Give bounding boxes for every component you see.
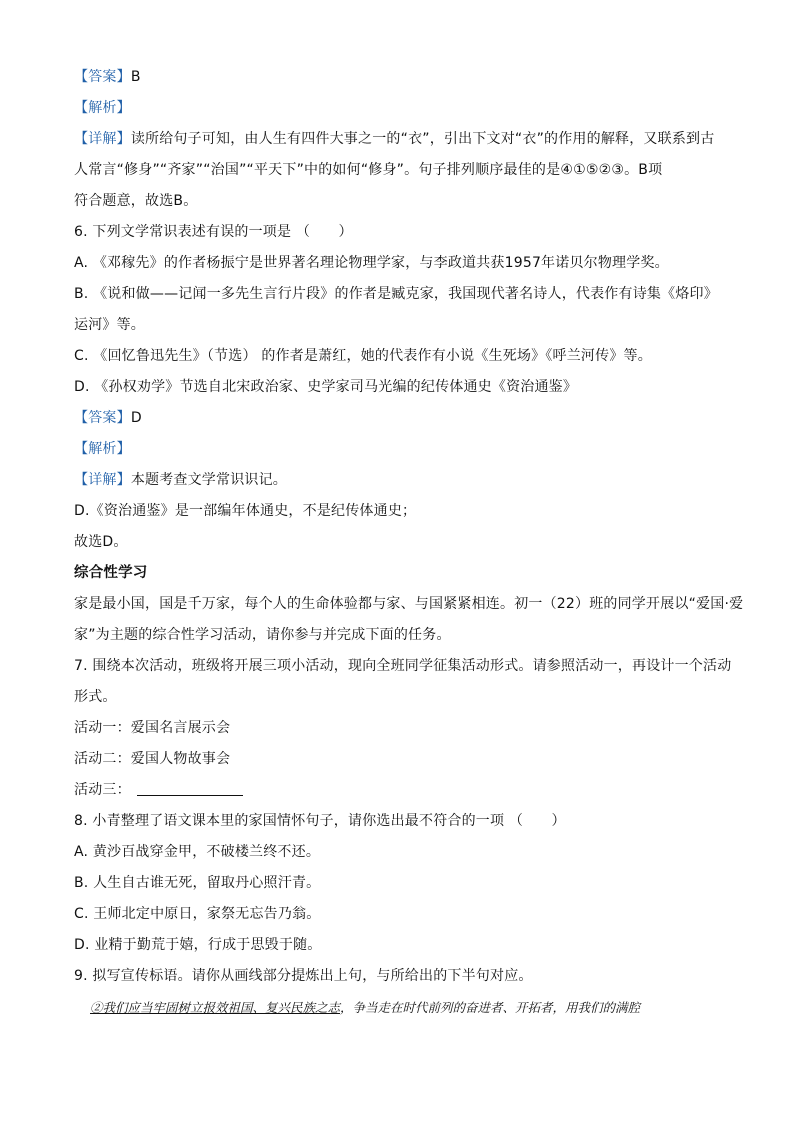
question-8-option-d: D. 业精于勤荒于嬉，行成于思毁于随。 bbox=[74, 937, 322, 953]
section-intro-1: 家是最小国，国是千万家，每个人的生命体验都与家、与国紧紧相连。初一（22）班的同学开展以“爱国·爱 bbox=[74, 596, 744, 612]
question-7-stem: 7. 围绕本次活动，班级将开展三项小活动，现向全班同学征集活动形式。请参照活动一，再设计一个活动 bbox=[74, 658, 732, 674]
answer-value: D bbox=[130, 410, 142, 426]
conclusion-line: 故选D。 bbox=[74, 534, 128, 550]
question-9-stem: 9. 拟写宣传标语。请你从画线部分提炼出上句，与所给出的下半句对应。 bbox=[74, 968, 533, 984]
question-7-stem-cont: 形式。 bbox=[74, 689, 117, 705]
detail-line bbox=[74, 465, 724, 496]
question-6-option-b-cont: 运河》等。 bbox=[74, 317, 145, 333]
answer-line bbox=[74, 62, 724, 93]
document-page bbox=[74, 62, 744, 1023]
excerpt-rest: ，争当走在时代前列的奋进者、开拓者，用我们的满腔 bbox=[340, 1000, 641, 1015]
analysis-tag: 【解析】 bbox=[74, 441, 131, 457]
answer-blank[interactable] bbox=[137, 781, 243, 796]
detail-tag: 【详解】 bbox=[74, 472, 131, 488]
answer-line bbox=[74, 403, 724, 434]
answer-tag: 【答案】 bbox=[74, 69, 131, 85]
detail-text: 本题考查文学常识识记。 bbox=[130, 472, 288, 488]
question-6-stem: 6. 下列文学常识表述有误的一项是 （ ） bbox=[74, 224, 353, 240]
detail-line-3: 符合题意，故选B。 bbox=[74, 193, 198, 209]
activity-1: 活动一：爱国名言展示会 bbox=[74, 720, 231, 736]
activity-3 bbox=[74, 775, 724, 806]
question-6-option-c: C. 《回忆鲁迅先生》（节选） 的作者是萧红，她的代表作有小说《生死场》《呼兰河传》等。 bbox=[74, 348, 652, 364]
detail-tag: 【详解】 bbox=[74, 131, 131, 147]
detail-line bbox=[74, 124, 724, 155]
question-8-option-a: A. 黄沙百战穿金甲，不破楼兰终不还。 bbox=[74, 844, 321, 860]
analysis-tag: 【解析】 bbox=[74, 100, 131, 116]
question-8-option-b: B. 人生自古谁无死，留取丹心照汗青。 bbox=[74, 875, 321, 891]
explanation-line: D.《资治通鉴》是一部编年体通史，不是纪传体通史； bbox=[74, 503, 417, 519]
activity-3-label: 活动三： bbox=[74, 782, 131, 798]
activity-2: 活动二：爱国人物故事会 bbox=[74, 751, 231, 767]
question-6-option-b: B. 《说和做——记闻一多先生言行片段》的作者是臧克家，我国现代著名诗人，代表作有诗集《烙印》 bbox=[74, 286, 718, 302]
detail-line-2: 人常言“修身”“齐家”“治国”“平天下”中的如何“修身”。句子排列顺序最佳的是④①⑤②③。B项 bbox=[74, 162, 663, 178]
question-6-option-a: A. 《邓稼先》的作者杨振宁是世界著名理论物理学家，与李政道共获1957年诺贝尔物理学奖。 bbox=[74, 255, 669, 271]
section-heading: 综合性学习 bbox=[74, 565, 148, 581]
excerpt-underlined: ②我们应当牢固树立报效祖国、复兴民族之志 bbox=[90, 1000, 341, 1015]
question-8-option-c: C. 王师北定中原日，家祭无忘告乃翁。 bbox=[74, 906, 321, 922]
detail-text: 读所给句子可知，由人生有四件大事之一的“衣”，引出下文对“衣”的作用的解释，又联系到古 bbox=[130, 131, 715, 147]
question-6-option-d: D. 《孙权劝学》节选自北宋政治家、史学家司马光编的纪传体通史《资治通鉴》 bbox=[74, 379, 578, 395]
question-9-excerpt bbox=[90, 992, 724, 1023]
answer-value: B bbox=[130, 69, 141, 85]
answer-tag: 【答案】 bbox=[74, 410, 131, 426]
question-8-stem: 8. 小青整理了语文课本里的家国情怀句子，请你选出最不符合的一项 （ ） bbox=[74, 813, 566, 829]
section-intro-2: 家”为主题的综合性学习活动，请你参与并完成下面的任务。 bbox=[74, 627, 451, 643]
